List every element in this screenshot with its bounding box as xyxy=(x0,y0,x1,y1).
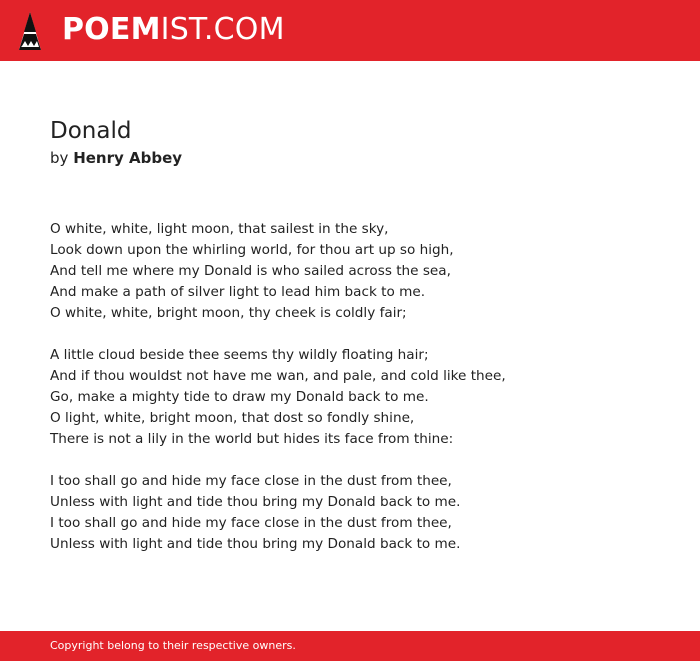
pencil-tip-icon[interactable] xyxy=(18,10,42,52)
poem-line: O white, white, bright moon, thy cheek is coldly fair; xyxy=(50,305,407,321)
poem-line: O light, white, bright moon, that dost so fondly shine, xyxy=(50,410,415,426)
poem-title: Donald xyxy=(50,118,132,144)
site-header xyxy=(0,0,700,61)
poem-line: A little cloud beside thee seems thy wildly floating hair; xyxy=(50,347,429,363)
poem-line: There is not a lily in the world but hides its face from thine: xyxy=(50,431,454,447)
brand-logo[interactable] xyxy=(62,12,285,48)
poem-line: Go, make a mighty tide to draw my Donald back to me. xyxy=(50,389,429,405)
poem-line: And tell me where my Donald is who sailed across the sea, xyxy=(50,263,451,279)
stanza xyxy=(50,345,670,450)
author-name: Henry Abbey xyxy=(73,149,183,167)
poem-line: I too shall go and hide my face close in the dust from thee, xyxy=(50,473,452,489)
poem-line: O white, white, light moon, that sailest in the sky, xyxy=(50,221,389,237)
brand-bold: POEM xyxy=(62,12,161,47)
poem-line: And make a path of silver light to lead him back to me. xyxy=(50,284,426,300)
brand-light: IST.COM xyxy=(160,12,285,47)
byline-prefix: by xyxy=(50,149,69,167)
copyright-notice: Copyright belong to their respective owners. xyxy=(50,639,296,652)
poem-line: And if thou wouldst not have me wan, and pale, and cold like thee, xyxy=(50,368,506,384)
poem-line: Unless with light and tide thou bring my Donald back to me. xyxy=(50,494,461,510)
poem-line: I too shall go and hide my face close in the dust from thee, xyxy=(50,515,452,531)
poem-line: Unless with light and tide thou bring my Donald back to me. xyxy=(50,536,461,552)
byline xyxy=(50,148,182,168)
stanza xyxy=(50,471,670,555)
stanza xyxy=(50,219,670,324)
poem-body xyxy=(50,219,670,576)
poem-line: Look down upon the whirling world, for thou art up so high, xyxy=(50,242,454,258)
site-footer xyxy=(0,631,700,661)
